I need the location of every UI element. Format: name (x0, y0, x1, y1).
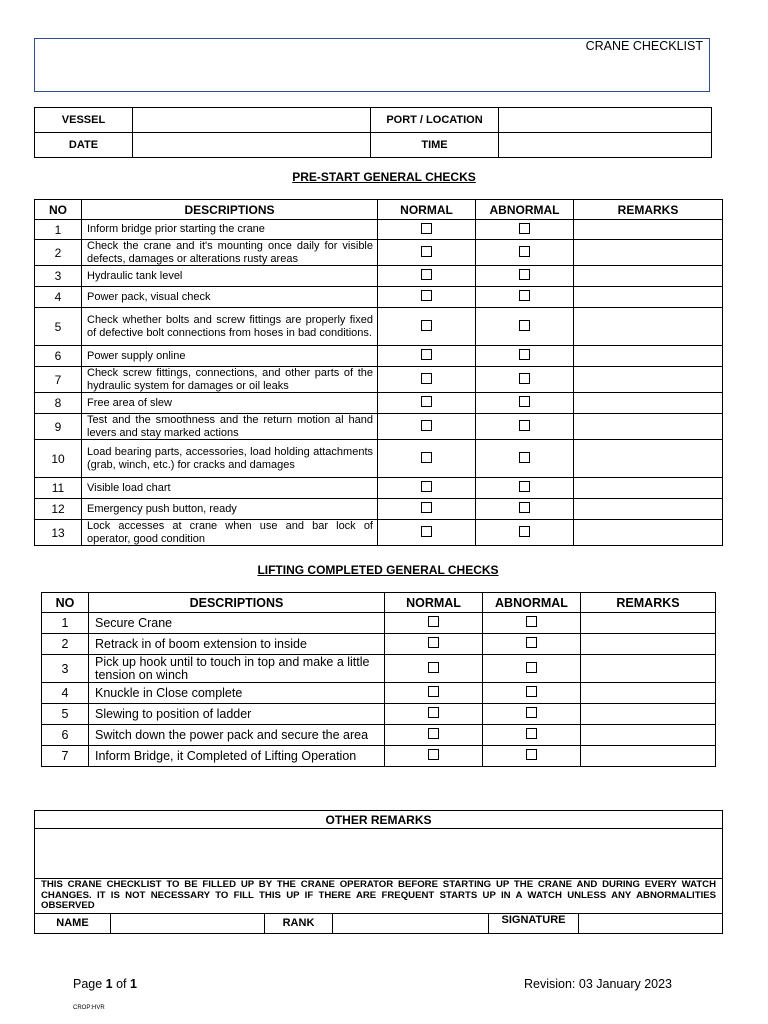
abnormal-checkbox[interactable] (519, 290, 530, 301)
row-description: Slewing to position of ladder (89, 704, 385, 725)
remarks-field[interactable] (574, 440, 723, 478)
normal-checkbox-cell (385, 634, 483, 655)
abnormal-checkbox[interactable] (519, 349, 530, 360)
row-description: Free area of slew (82, 393, 378, 414)
row-number: 7 (35, 367, 82, 393)
table-row (35, 266, 723, 287)
row-description: Hydraulic tank level (82, 266, 378, 287)
col-header-abnormal: ABNORMAL (483, 593, 581, 613)
total-pages: 1 (130, 977, 137, 991)
table-row (35, 393, 723, 414)
abnormal-checkbox[interactable] (526, 749, 537, 760)
abnormal-checkbox-cell (476, 440, 574, 478)
remarks-field[interactable] (574, 266, 723, 287)
prestart-checks-table (34, 199, 723, 546)
row-number: 10 (35, 440, 82, 478)
abnormal-checkbox[interactable] (519, 396, 530, 407)
row-number: 12 (35, 499, 82, 520)
abnormal-checkbox-cell (483, 613, 581, 634)
abnormal-checkbox-cell (476, 478, 574, 499)
row-number: 5 (42, 704, 89, 725)
remarks-field[interactable] (574, 367, 723, 393)
normal-checkbox[interactable] (421, 269, 432, 280)
normal-checkbox-cell (378, 220, 476, 240)
remarks-field[interactable] (574, 393, 723, 414)
current-page: 1 (105, 977, 113, 991)
date-field[interactable] (133, 133, 371, 158)
row-number: 1 (35, 220, 82, 240)
row-description: Test and the smoothness and the return motion al hand levers and stay marked actions (82, 414, 378, 440)
row-description: Check the crane and it's mounting once daily for visible defects, damages or alterations rusty areas (82, 240, 378, 266)
remarks-field[interactable] (581, 613, 716, 634)
table-row (35, 440, 723, 478)
lifting-checks-table (41, 592, 716, 767)
row-number: 4 (35, 287, 82, 308)
vessel-info-table (34, 107, 712, 158)
col-header-remarks: REMARKS (574, 200, 723, 220)
abnormal-checkbox[interactable] (519, 420, 530, 431)
abnormal-checkbox-cell (476, 499, 574, 520)
row-description: Power pack, visual check (82, 287, 378, 308)
rank-label: RANK (265, 913, 333, 933)
header-box (34, 38, 710, 92)
table-row (35, 499, 723, 520)
abnormal-checkbox-cell (483, 704, 581, 725)
abnormal-checkbox-cell (483, 746, 581, 767)
normal-checkbox-cell (385, 655, 483, 683)
time-field[interactable] (499, 133, 712, 158)
normal-checkbox-cell (385, 746, 483, 767)
normal-checkbox-cell (378, 367, 476, 393)
abnormal-checkbox-cell (483, 683, 581, 704)
abnormal-checkbox[interactable] (519, 223, 530, 234)
remarks-field[interactable] (574, 499, 723, 520)
abnormal-checkbox-cell (476, 414, 574, 440)
normal-checkbox-cell (378, 287, 476, 308)
row-number: 2 (42, 634, 89, 655)
other-remarks-field[interactable] (35, 829, 723, 879)
row-description: Inform bridge prior starting the crane (82, 220, 378, 240)
abnormal-checkbox-cell (476, 367, 574, 393)
normal-checkbox-cell (378, 440, 476, 478)
rank-field[interactable] (333, 913, 489, 933)
normal-checkbox[interactable] (421, 246, 432, 257)
table-row (35, 414, 723, 440)
remarks-field[interactable] (574, 478, 723, 499)
normal-checkbox[interactable] (421, 223, 432, 234)
remarks-field[interactable] (574, 346, 723, 367)
row-number: 3 (42, 655, 89, 683)
normal-checkbox[interactable] (428, 616, 439, 627)
table-row (35, 308, 723, 346)
other-remarks-title: OTHER REMARKS (35, 811, 723, 829)
table-row (35, 240, 723, 266)
normal-checkbox-cell (378, 266, 476, 287)
normal-checkbox[interactable] (421, 502, 432, 513)
document-title: CRANE CHECKLIST (585, 39, 703, 53)
row-description: Check whether bolts and screw fittings are properly fixed of defective bolt connections from hoses in bad conditions. (82, 308, 378, 346)
normal-checkbox-cell (385, 704, 483, 725)
remarks-field[interactable] (581, 704, 716, 725)
row-number: 9 (35, 414, 82, 440)
abnormal-checkbox[interactable] (526, 686, 537, 697)
col-header-no: NO (42, 593, 89, 613)
normal-checkbox[interactable] (421, 320, 432, 331)
abnormal-checkbox-cell (483, 655, 581, 683)
row-description: Lock accesses at crane when use and bar lock of operator, good condition (82, 520, 378, 546)
abnormal-checkbox-cell (476, 287, 574, 308)
remarks-field[interactable] (581, 634, 716, 655)
name-label: NAME (35, 913, 111, 933)
instructions-note: THIS CRANE CHECKLIST TO BE FILLED UP BY THE CRANE OPERATOR BEFORE STARTING UP THE CRANE AND DURING EVERY WATCH CHANGES. IT IS NOT NECESSARY TO FILL THIS UP IF THERE ARE FREQUENT STARTS UP IN A WATCH UNLESS ANY ABNORMALITIES OBSERVED (35, 879, 723, 914)
other-remarks-table (34, 810, 723, 934)
normal-checkbox-cell (378, 393, 476, 414)
col-header-normal: NORMAL (378, 200, 476, 220)
table-row (42, 683, 716, 704)
row-number: 3 (35, 266, 82, 287)
normal-checkbox[interactable] (421, 481, 432, 492)
vessel-label: VESSEL (35, 108, 133, 133)
row-number: 4 (42, 683, 89, 704)
remarks-field[interactable] (581, 683, 716, 704)
normal-checkbox-cell (378, 308, 476, 346)
abnormal-checkbox-cell (483, 725, 581, 746)
row-number: 6 (35, 346, 82, 367)
abnormal-checkbox-cell (483, 634, 581, 655)
row-description: Power supply online (82, 346, 378, 367)
col-header-descriptions: DESCRIPTIONS (82, 200, 378, 220)
abnormal-checkbox-cell (476, 220, 574, 240)
revision-date: Revision: 03 January 2023 (524, 977, 673, 991)
abnormal-checkbox[interactable] (526, 662, 537, 673)
remarks-field[interactable] (574, 308, 723, 346)
remarks-field[interactable] (574, 220, 723, 240)
table-row (42, 746, 716, 767)
abnormal-checkbox-cell (476, 346, 574, 367)
normal-checkbox[interactable] (421, 290, 432, 301)
normal-checkbox-cell (378, 240, 476, 266)
row-description: Pick up hook until to touch in top and make a little tension on winch (89, 655, 385, 683)
prestart-section-title: PRE-START GENERAL CHECKS (292, 170, 476, 184)
abnormal-checkbox-cell (476, 308, 574, 346)
normal-checkbox[interactable] (421, 420, 432, 431)
row-number: 11 (35, 478, 82, 499)
abnormal-checkbox[interactable] (519, 373, 530, 384)
row-number: 1 (42, 613, 89, 634)
normal-checkbox-cell (378, 346, 476, 367)
remarks-field[interactable] (574, 520, 723, 546)
normal-checkbox[interactable] (428, 707, 439, 718)
table-row (42, 613, 716, 634)
table-row (42, 634, 716, 655)
row-description: Load bearing parts, accessories, load holding attachments (grab, winch, etc.) for cracks and damages (82, 440, 378, 478)
abnormal-checkbox[interactable] (519, 452, 530, 463)
row-description: Emergency push button, ready (82, 499, 378, 520)
row-number: 6 (42, 725, 89, 746)
table-row (35, 287, 723, 308)
table-row (35, 520, 723, 546)
name-field[interactable] (111, 913, 265, 933)
table-row (42, 725, 716, 746)
date-label: DATE (35, 133, 133, 158)
abnormal-checkbox-cell (476, 520, 574, 546)
normal-checkbox[interactable] (421, 349, 432, 360)
remarks-field[interactable] (574, 240, 723, 266)
abnormal-checkbox[interactable] (526, 728, 537, 739)
remarks-field[interactable] (574, 287, 723, 308)
normal-checkbox[interactable] (428, 749, 439, 760)
table-row (42, 655, 716, 683)
col-header-abnormal: ABNORMAL (476, 200, 574, 220)
remarks-field[interactable] (581, 746, 716, 767)
row-description: Switch down the power pack and secure the area (89, 725, 385, 746)
remarks-field[interactable] (581, 655, 716, 683)
remarks-field[interactable] (574, 414, 723, 440)
signature-label: SIGNATURE (489, 913, 579, 933)
normal-checkbox[interactable] (421, 373, 432, 384)
normal-checkbox[interactable] (428, 662, 439, 673)
abnormal-checkbox[interactable] (519, 481, 530, 492)
page-prefix: Page (73, 977, 106, 991)
page-number (73, 977, 137, 991)
row-number: 2 (35, 240, 82, 266)
abnormal-checkbox[interactable] (519, 269, 530, 280)
col-header-normal: NORMAL (385, 593, 483, 613)
remarks-field[interactable] (581, 725, 716, 746)
row-description: Secure Crane (89, 613, 385, 634)
normal-checkbox-cell (385, 613, 483, 634)
normal-checkbox[interactable] (421, 396, 432, 407)
normal-checkbox[interactable] (428, 637, 439, 648)
row-description: Retrack in of boom extension to inside (89, 634, 385, 655)
row-description: Knuckle in Close complete (89, 683, 385, 704)
col-header-no: NO (35, 200, 82, 220)
time-label: TIME (371, 133, 499, 158)
abnormal-checkbox[interactable] (519, 320, 530, 331)
lifting-section-title: LIFTING COMPLETED GENERAL CHECKS (257, 563, 499, 577)
normal-checkbox[interactable] (421, 526, 432, 537)
table-row (35, 478, 723, 499)
row-description: Inform Bridge, it Completed of Lifting Operation (89, 746, 385, 767)
normal-checkbox-cell (385, 683, 483, 704)
abnormal-checkbox[interactable] (526, 637, 537, 648)
abnormal-checkbox[interactable] (526, 616, 537, 627)
row-number: 13 (35, 520, 82, 546)
port-location-field[interactable] (499, 108, 712, 133)
signature-field[interactable] (579, 913, 723, 933)
normal-checkbox[interactable] (428, 686, 439, 697)
page-of: of (112, 977, 130, 991)
normal-checkbox-cell (378, 520, 476, 546)
normal-checkbox-cell (378, 414, 476, 440)
abnormal-checkbox[interactable] (526, 707, 537, 718)
normal-checkbox[interactable] (428, 728, 439, 739)
row-number: 8 (35, 393, 82, 414)
document-code: CROP:HVR (73, 1005, 105, 1011)
abnormal-checkbox-cell (476, 240, 574, 266)
normal-checkbox-cell (385, 725, 483, 746)
table-row (35, 220, 723, 240)
col-header-descriptions: DESCRIPTIONS (89, 593, 385, 613)
col-header-remarks: REMARKS (581, 593, 716, 613)
row-description: Check screw fittings, connections, and other parts of the hydraulic system for damages or oil leaks (82, 367, 378, 393)
vessel-field[interactable] (133, 108, 371, 133)
normal-checkbox[interactable] (421, 452, 432, 463)
normal-checkbox-cell (378, 478, 476, 499)
abnormal-checkbox[interactable] (519, 526, 530, 537)
port-location-label: PORT / LOCATION (371, 108, 499, 133)
abnormal-checkbox-cell (476, 393, 574, 414)
table-row (35, 346, 723, 367)
table-row (35, 367, 723, 393)
row-description: Visible load chart (82, 478, 378, 499)
abnormal-checkbox-cell (476, 266, 574, 287)
row-number: 5 (35, 308, 82, 346)
row-number: 7 (42, 746, 89, 767)
normal-checkbox-cell (378, 499, 476, 520)
abnormal-checkbox[interactable] (519, 246, 530, 257)
abnormal-checkbox[interactable] (519, 502, 530, 513)
table-row (42, 704, 716, 725)
